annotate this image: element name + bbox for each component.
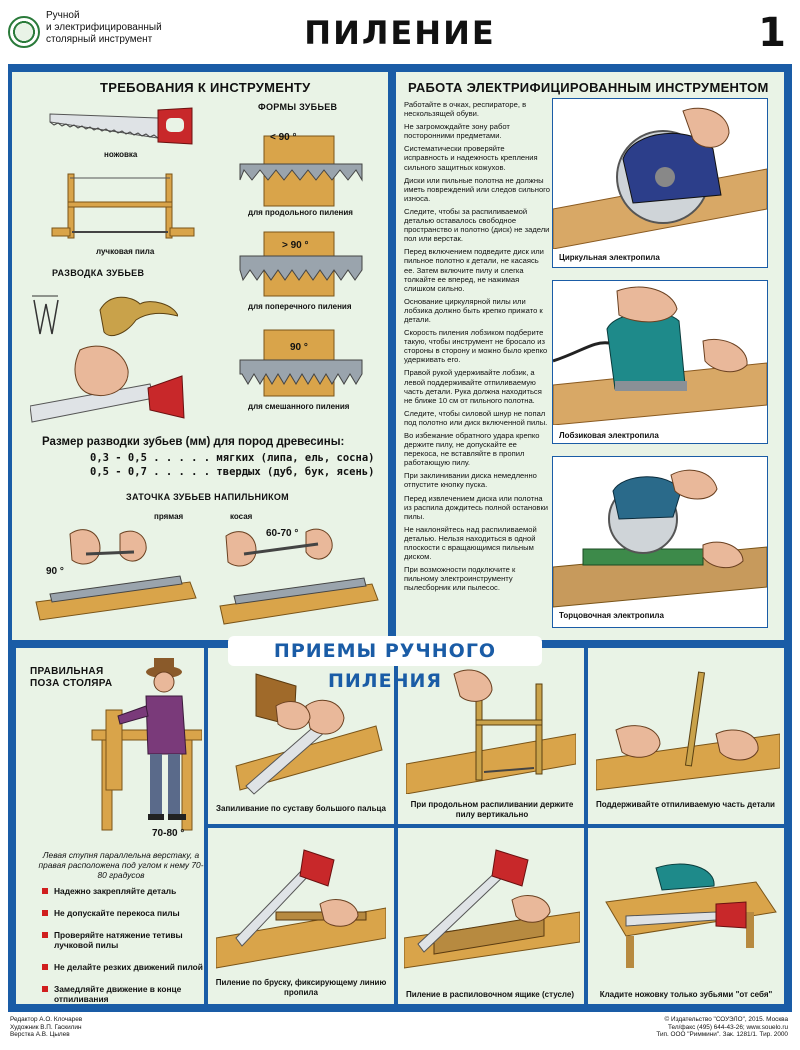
- bullet-icon: [42, 932, 48, 938]
- jigsaw-caption: Лобзиковая электропила: [559, 431, 659, 440]
- sharpening-title: ЗАТОЧКА ЗУБЬЕВ НАПИЛЬНИКОМ: [126, 492, 289, 502]
- hacksaw-label: ножовка: [104, 150, 138, 159]
- sharpening-oblique-label: косая: [230, 512, 253, 521]
- page-title: ПИЛЕНИЕ: [304, 14, 496, 52]
- rip-teeth-icon: [236, 130, 366, 214]
- pose-angle: 70-80 °: [152, 828, 185, 839]
- power-rule: Скорость пиления лобзиком подберите такую, чтобы инструмент не бросало из стороны в сторону и можно было крепко удерживать его.: [404, 328, 548, 365]
- bullet-icon: [42, 888, 48, 894]
- guide-bar-caption: Пиление по бруску, фиксирующему линию пропила: [215, 978, 387, 997]
- power-rule: Правой рукой удерживайте лобзик, а левой поддерживайте отпиливаемую часть детали. Рука должна находиться не ближе 10 см от пильного полотна.: [404, 368, 542, 405]
- page-number: 1: [758, 10, 786, 56]
- power-rule: Систематически проверяйте исправность и надежность крепления сильного защитных кожухов.: [404, 144, 538, 172]
- carpenter-figure-icon: [22, 650, 202, 846]
- mixed-teeth-angle: 90 °: [290, 342, 308, 353]
- circular-saw-photo: [552, 98, 768, 268]
- set-size-title: Размер разводки зубьев (мм) для пород древесины:: [42, 436, 345, 448]
- power-rules-list: [404, 100, 550, 597]
- tooth-setting-hand-icon: [30, 340, 186, 428]
- power-rule: Следите, чтобы силовой шнур не попал под полотно или диск включенной пилы.: [404, 408, 548, 427]
- safety-tip: Не делайте резких движений пилой: [40, 962, 210, 972]
- sharpening-straight-label: прямая: [154, 512, 184, 521]
- jigsaw-icon: [553, 281, 767, 425]
- circular-saw-caption: Циркульная электропила: [559, 253, 660, 262]
- hacksaw-icon: [46, 104, 196, 148]
- series-title: Ручной и электрифицированный столярный инструмент: [46, 10, 162, 45]
- power-rule: Работайте в очках, респираторе, в нескользящей обуви.: [404, 100, 527, 119]
- miter-saw-icon: [553, 457, 767, 609]
- support-part-caption-1: Поддерживайте отпиливаемую часть детали: [596, 800, 775, 809]
- teeth-forms-title: ФОРМЫ ЗУБЬЕВ: [258, 102, 338, 112]
- cross-teeth-angle: > 90 °: [282, 240, 309, 251]
- oblique-sharpening-icon: [206, 524, 382, 628]
- bow-saw-label: лучковая пила: [96, 247, 155, 256]
- mixed-teeth-label: для смешанного пиления: [248, 402, 350, 411]
- pose-note: Левая ступня параллельна верстаку, а правая расположена под углом к нему 70-80 градусов: [38, 850, 204, 880]
- tooth-set-diagram-icon: [28, 290, 178, 340]
- tooth-set-title: РАЗВОДКА ЗУБЬЕВ: [52, 268, 145, 278]
- power-rule: Не загромождайте зону работ посторонними предметами.: [404, 122, 510, 141]
- rip-teeth-angle: < 90 °: [270, 132, 297, 143]
- power-rule: Во избежание обратного удара крепко держите пилу, не допускайте ее перекоса, не вставляйте в пропил работающую пилу.: [404, 431, 540, 468]
- manual-sawing-banner: ПРИЕМЫ РУЧНОГО ПИЛЕНИЯ: [228, 636, 542, 666]
- thumb-guide-caption: Запиливание по суставу большого пальца: [215, 804, 386, 813]
- bullet-icon: [42, 964, 48, 970]
- bullet-icon: [42, 910, 48, 916]
- tools-title: ТРЕБОВАНИЯ К ИНСТРУМЕНТУ: [100, 80, 311, 95]
- lay-saw-icon: [596, 842, 780, 972]
- safety-tip: Замедляйте движение в конце отпиливания: [40, 984, 210, 1004]
- miter-saw-caption: Торцовочная электропила: [559, 611, 664, 620]
- credits: Редактор А.О. Клочарев Художник В.П. Гаскилин Верстка А.В. Цылев: [10, 1016, 83, 1039]
- bow-saw-icon: [50, 170, 200, 244]
- cross-teeth-label: для поперечного пиления: [248, 302, 352, 311]
- header: [0, 0, 800, 64]
- power-rule: Следите, чтобы за распиливаемой деталью оставалось свободное пространство и полотно (диск) не задели пол или верстак.: [404, 206, 550, 244]
- oblique-angle: 60-70 °: [266, 528, 299, 539]
- power-rule: Основание циркулярной пилы или лобзика должно быть крепко прижато к детали.: [404, 296, 543, 324]
- power-rule: Диски или пильные полотна не должны иметь повреждений или следов сильного износа.: [404, 175, 551, 203]
- lay-saw-caption: Кладите ножовку только зубьями "от себя": [599, 990, 773, 999]
- power-tools-title: РАБОТА ЭЛЕКТРИФИЦИРОВАННЫМ ИНСТРУМЕНТОМ: [408, 80, 769, 95]
- rip-vertical-icon: [406, 664, 576, 794]
- miter-box-caption: Пиление в распиловочном ящике (стусле): [406, 990, 574, 999]
- support-part-icon: [596, 664, 780, 794]
- power-rule: При заклинивании диска немедленно отпустите кнопку пуска.: [404, 471, 537, 490]
- publisher-info: © Издательство "СОУЭЛО", 2015. Москва Тел/факс (495) 644-43-26; www.souelo.ru Тип. ООО "Риммини". Зак. 1281/1. Тир. 2000: [656, 1016, 788, 1039]
- mixed-teeth-icon: [236, 324, 366, 400]
- miter-box-icon: [404, 842, 580, 970]
- power-rule: Перед извлечением диска или полотна из распила дождитесь полной остановки пилы.: [404, 493, 549, 521]
- power-rule: Не наклоняйтесь над распиливаемой деталью. Нельзя находиться в одной плоскости с вращающимся пильным диском.: [404, 524, 537, 562]
- power-rule: Перед включением подведите диск или пильное полотно к детали, не касаясь ее. Затем включите пилу и слегка толкайте ее вперед, не нажимая слишком сильно.: [404, 247, 544, 293]
- guide-bar-icon: [216, 842, 386, 970]
- cross-teeth-icon: [236, 226, 366, 300]
- circular-saw-icon: [553, 99, 767, 249]
- rip-teeth-label: для продольного пиления: [248, 208, 353, 217]
- set-size-hard: 0,5 - 0,7 . . . . . твердых (дуб, бук, ясень): [90, 466, 375, 478]
- jigsaw-photo: [552, 280, 768, 444]
- thumb-guide-icon: [216, 666, 386, 796]
- set-size-soft: 0,3 - 0,5 . . . . . мягких (липа, ель, сосна): [90, 452, 375, 464]
- pose-title-line2: ПОЗА СТОЛЯРА: [30, 678, 113, 689]
- safety-tip: Не допускайте перекоса пилы: [40, 908, 210, 918]
- safety-tip: Проверяйте натяжение тетивы лучковой пилы: [40, 930, 210, 950]
- power-rule: При возможности подключите к пильному электроинструменту пылесборник или пылесос.: [404, 565, 516, 593]
- bullet-icon: [42, 986, 48, 992]
- rip-vertical-caption: При продольном распиливании держите пилу вертикально: [410, 800, 574, 819]
- miter-saw-photo: [552, 456, 768, 628]
- straight-angle: 90 °: [46, 566, 64, 577]
- pose-title-line1: ПРАВИЛЬНАЯ: [30, 666, 104, 677]
- safety-tips-list: [40, 886, 210, 1016]
- safety-tip: Надежно закрепляйте деталь: [40, 886, 210, 896]
